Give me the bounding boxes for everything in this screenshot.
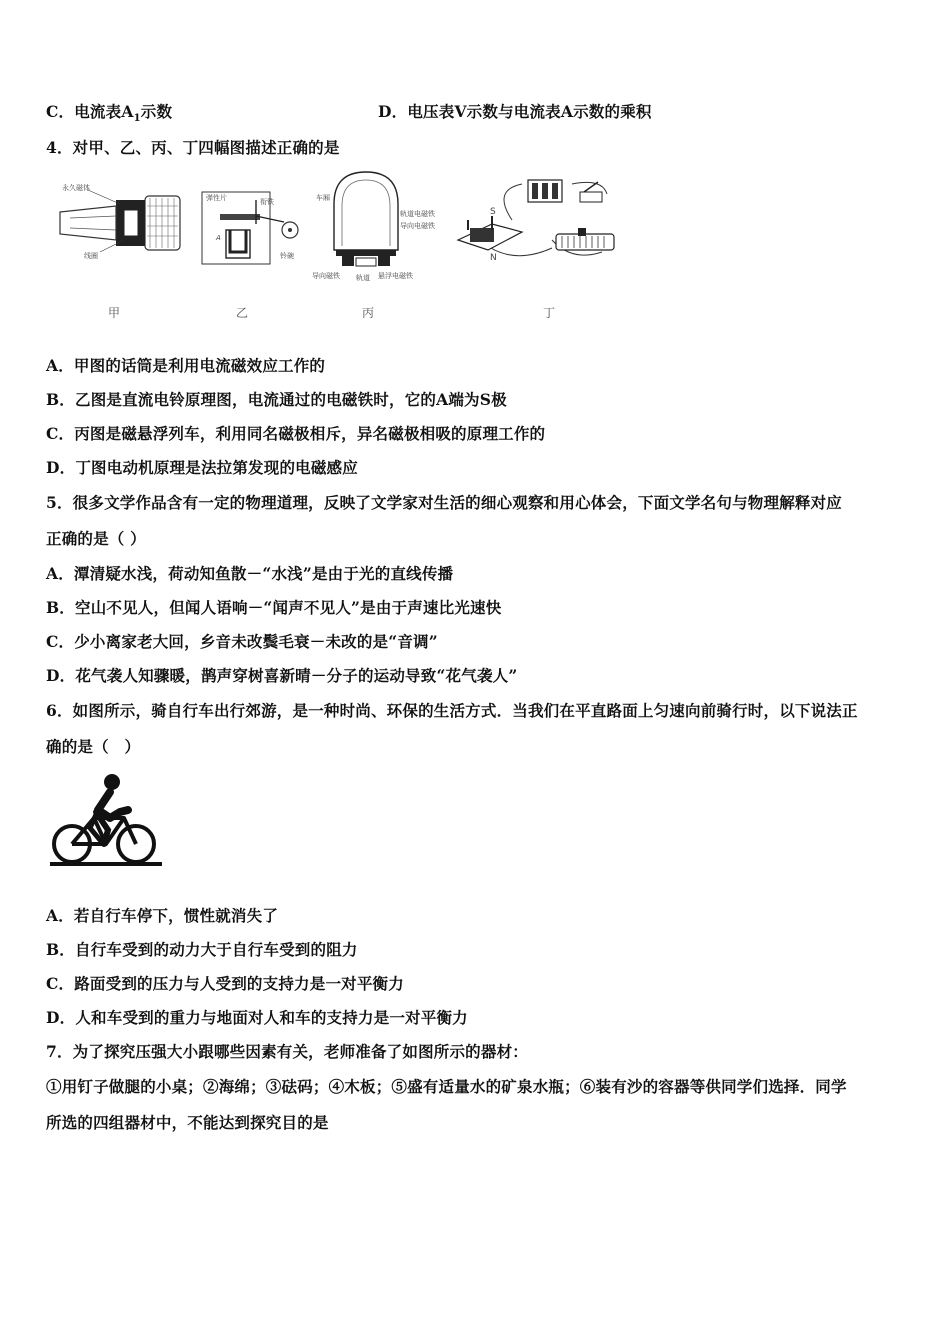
q4-option-d: D．丁图电动机原理是法拉第发现的电磁感应 xyxy=(46,458,358,477)
caption-bing: 丙 xyxy=(362,306,375,320)
label-pole-s: S xyxy=(490,207,496,217)
label-bell-bowl: 铃碗 xyxy=(280,252,294,260)
q5-stem-line1: 5．很多文学作品含有一定的物理道理，反映了文学家对生活的细心观察和用心体会，下面文学名句与物理解释对应 xyxy=(46,493,842,512)
q6-stem-line2: 确的是（ ） xyxy=(46,737,141,756)
q5-stem-line2: 正确的是（ ） xyxy=(46,529,146,548)
q5-option-d: D．花气袭人知骤暖，鹊声穿树喜新晴－分子的运动导致“花气袭人” xyxy=(46,666,518,685)
q6-option-b: B．自行车受到的动力大于自行车受到的阻力 xyxy=(46,940,358,959)
q3-option-c: C．电流表$A_1$示数 xyxy=(46,102,173,125)
label-track-electromagnet: 轨道电磁铁 xyxy=(400,210,435,218)
q5-option-a: A．潭清疑水浅，荷动知鱼散－“水浅”是由于光的直线传播 xyxy=(46,564,454,583)
q6-option-a: A．若自行车停下，惯性就消失了 xyxy=(46,906,279,925)
caption-ding: 丁 xyxy=(543,306,556,320)
q6-option-c: C．路面受到的压力与人受到的支持力是一对平衡力 xyxy=(46,974,404,993)
label-armature: 衔铁 xyxy=(260,198,274,206)
q7-materials-line: ①用钉子做腿的小桌；②海绵；③砝码；④木板；⑤盛有适量水的矿泉水瓶；⑥装有沙的容器等供同学们选择．同学 xyxy=(46,1077,847,1096)
q7-stem: 7．为了探究压强大小跟哪些因素有关，老师准备了如图所示的器材： xyxy=(46,1042,528,1061)
label-carriage: 车厢 xyxy=(316,194,330,202)
label-permanent-magnet: 永久磁体 xyxy=(62,184,90,192)
label-guide-electromagnet: 导向电磁铁 xyxy=(400,222,435,230)
figure-yi-electric-bell xyxy=(196,184,311,269)
label-pole-n: N xyxy=(490,253,497,263)
figure-ding-motor-circuit xyxy=(452,170,627,270)
q6-option-d: D．人和车受到的重力与地面对人和车的支持力是一对平衡力 xyxy=(46,1008,468,1027)
caption-jia: 甲 xyxy=(108,306,121,320)
q5-option-b: B．空山不见人，但闻人语响－“闻声不见人”是由于声速比光速快 xyxy=(46,598,502,617)
q4-option-c: C．丙图是磁悬浮列车，利用同名磁极相斥，异名磁极相吸的原理工作的 xyxy=(46,424,546,443)
figure-bing-maglev-train xyxy=(312,164,435,282)
figure-cyclist xyxy=(50,770,164,868)
label-levitation-electromagnet: 悬浮电磁铁 xyxy=(378,272,413,280)
q4-option-a: A．甲图的话筒是利用电流磁效应工作的 xyxy=(46,356,326,375)
q7-question-line: 所选的四组器材中，不能达到探究目的是 xyxy=(46,1113,329,1132)
figure-jia-microphone xyxy=(50,178,190,268)
q3-option-d: D．电压表V示数与电流表A示数的乘积 xyxy=(378,102,652,121)
q6-stem-line1: 6．如图所示，骑自行车出行郊游，是一种时尚、环保的生活方式．当我们在平直路面上匀速向前骑行时，以下说法正 xyxy=(46,701,858,720)
q4-stem: 4．对甲、乙、丙、丁四幅图描述正确的是 xyxy=(46,138,340,157)
q4-option-b: B．乙图是直流电铃原理图，电流通过的电磁铁时，它的A端为S极 xyxy=(46,390,507,409)
caption-yi: 乙 xyxy=(236,306,249,320)
label-end-a: A xyxy=(216,234,221,242)
q5-option-c: C．少小离家老大回，乡音未改鬓毛衰－未改的是“音调” xyxy=(46,632,438,651)
label-guide-magnet: 导向磁铁 xyxy=(312,272,340,280)
label-track: 轨道 xyxy=(356,274,370,282)
label-spring-plate: 弹性片 xyxy=(206,194,227,202)
label-coil: 线圈 xyxy=(84,252,98,260)
